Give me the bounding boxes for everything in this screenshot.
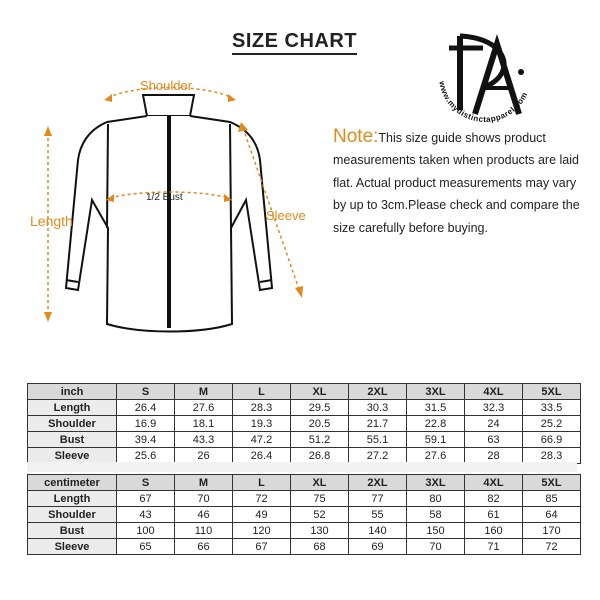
table-cell: 82	[465, 491, 523, 507]
table-cell: 20.5	[291, 416, 349, 432]
size-header: 3XL	[407, 384, 465, 400]
size-header: S	[117, 384, 175, 400]
table-cell: 68	[291, 539, 349, 555]
size-header: M	[175, 384, 233, 400]
table-cell: 28	[465, 448, 523, 464]
table-cell: 27.6	[175, 400, 233, 416]
table-row	[28, 416, 581, 432]
table-cell: 70	[175, 491, 233, 507]
note-body: This size guide shows product measurements taken when products are laid flat. Actual product measurements may vary by up to 3cm.Please check and compare the size carefully before buying.	[333, 131, 580, 235]
size-header: 5XL	[523, 475, 581, 491]
table-cell: 72	[233, 491, 291, 507]
table-cell: 55	[349, 507, 407, 523]
table-cell: 66.9	[523, 432, 581, 448]
table-cell: 80	[407, 491, 465, 507]
size-header: 2XL	[349, 475, 407, 491]
table-cell: 27.2	[349, 448, 407, 464]
row-label: Shoulder	[28, 507, 117, 523]
table-cell: 65	[117, 539, 175, 555]
size-header: 4XL	[465, 384, 523, 400]
table-cell: 67	[117, 491, 175, 507]
note-heading: Note:	[333, 126, 379, 147]
table-cell: 55.1	[349, 432, 407, 448]
sleeve-label: Sleeve	[266, 208, 306, 223]
table-cell: 26.4	[117, 400, 175, 416]
logo-url-text: www.mydistinctapparel.com	[437, 80, 530, 125]
table-cell: 26	[175, 448, 233, 464]
page-title: SIZE CHART	[232, 30, 357, 55]
table-separator	[27, 462, 577, 472]
unit-label: centimeter	[28, 475, 117, 491]
table-cell: 43	[117, 507, 175, 523]
table-cell: 19.3	[233, 416, 291, 432]
row-label: Bust	[28, 523, 117, 539]
size-header: XL	[291, 475, 349, 491]
size-header: XL	[291, 384, 349, 400]
table-cell: 27.6	[407, 448, 465, 464]
table-cell: 160	[465, 523, 523, 539]
brand-logo	[425, 14, 545, 134]
table-cell: 43.3	[175, 432, 233, 448]
table-header-row	[28, 475, 581, 491]
table-row	[28, 432, 581, 448]
size-header: L	[233, 384, 291, 400]
table-cell: 24	[465, 416, 523, 432]
table-cell: 31.5	[407, 400, 465, 416]
row-label: Length	[28, 400, 117, 416]
table-cell: 47.2	[233, 432, 291, 448]
size-header: 5XL	[523, 384, 581, 400]
row-label: Sleeve	[28, 539, 117, 555]
table-cell: 69	[349, 539, 407, 555]
row-label: Bust	[28, 432, 117, 448]
table-cell: 75	[291, 491, 349, 507]
table-cell: 39.4	[117, 432, 175, 448]
length-label: Length	[30, 213, 73, 229]
table-cell: 85	[523, 491, 581, 507]
size-table-centimeter	[27, 474, 581, 555]
table-cell: 59.1	[407, 432, 465, 448]
table-cell: 51.2	[291, 432, 349, 448]
table-cell: 49	[233, 507, 291, 523]
size-note	[333, 126, 583, 239]
table-cell: 32.3	[465, 400, 523, 416]
table-cell: 71	[465, 539, 523, 555]
table-row	[28, 523, 581, 539]
size-header: L	[233, 475, 291, 491]
table-cell: 22.8	[407, 416, 465, 432]
table-row	[28, 491, 581, 507]
table-cell: 120	[233, 523, 291, 539]
table-cell: 58	[407, 507, 465, 523]
table-cell: 77	[349, 491, 407, 507]
table-cell: 52	[291, 507, 349, 523]
table-row	[28, 539, 581, 555]
table-cell: 130	[291, 523, 349, 539]
table-cell: 150	[407, 523, 465, 539]
table-cell: 64	[523, 507, 581, 523]
table-cell: 46	[175, 507, 233, 523]
size-header: 4XL	[465, 475, 523, 491]
table-cell: 25.6	[117, 448, 175, 464]
row-label: Shoulder	[28, 416, 117, 432]
table-cell: 63	[465, 432, 523, 448]
size-header: 2XL	[349, 384, 407, 400]
row-label: Length	[28, 491, 117, 507]
table-cell: 61	[465, 507, 523, 523]
table-cell: 29.5	[291, 400, 349, 416]
table-cell: 66	[175, 539, 233, 555]
table-cell: 26.8	[291, 448, 349, 464]
size-header: 3XL	[407, 475, 465, 491]
table-cell: 28.3	[523, 448, 581, 464]
size-header: M	[175, 475, 233, 491]
row-label: Sleeve	[28, 448, 117, 464]
bust-label: 1/2 Bust	[146, 192, 183, 203]
table-cell: 18.1	[175, 416, 233, 432]
table-row	[28, 400, 581, 416]
table-cell: 70	[407, 539, 465, 555]
table-cell: 170	[523, 523, 581, 539]
size-table-inch	[27, 383, 581, 464]
jacket-diagram	[0, 70, 320, 350]
table-cell: 100	[117, 523, 175, 539]
table-row	[28, 507, 581, 523]
size-header: S	[117, 475, 175, 491]
table-header-row	[28, 384, 581, 400]
table-cell: 110	[175, 523, 233, 539]
table-cell: 140	[349, 523, 407, 539]
unit-label: inch	[28, 384, 117, 400]
table-cell: 16.9	[117, 416, 175, 432]
table-cell: 28.3	[233, 400, 291, 416]
shoulder-label: Shoulder	[140, 78, 193, 93]
table-cell: 30.3	[349, 400, 407, 416]
table-cell: 26.4	[233, 448, 291, 464]
table-cell: 21.7	[349, 416, 407, 432]
table-cell: 72	[523, 539, 581, 555]
table-cell: 33.5	[523, 400, 581, 416]
table-cell: 67	[233, 539, 291, 555]
table-cell: 25.2	[523, 416, 581, 432]
